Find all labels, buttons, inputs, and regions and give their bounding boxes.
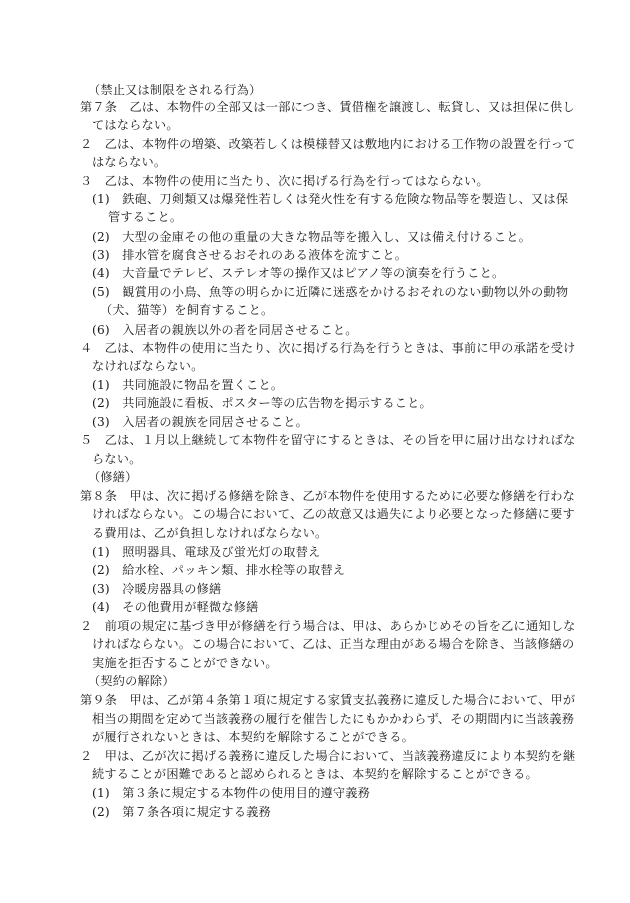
item-3-5-line-2: （犬、猫等）を飼育すること。 bbox=[100, 303, 274, 317]
item-8-2: (2) 給水栓、パッキン類、排水栓等の取替え bbox=[92, 563, 346, 577]
article-9-2-line-1: ２ 甲は、乙が次に掲げる義務に違反した場合において、当該義務違反により本契約を継 bbox=[80, 749, 576, 763]
article-8-line-2: ければならない。この場合において、乙の故意又は過失により必要となった修繕に要す bbox=[92, 507, 575, 521]
item-3-1-line-1: (1) 鉄砲、刀剣類又は爆発性若しくは発火性を有する危険な物品等を製造し、又は保 bbox=[92, 192, 569, 206]
item-3-5-line-1: (5) 観賞用の小鳥、魚等の明らかに近隣に迷惑をかけるおそれのない動物以外の動物 bbox=[92, 285, 569, 299]
heading-repairs: （修繕） bbox=[88, 470, 138, 484]
article-9-line-1: 第９条 甲は、乙が第４条第１項に規定する家賃支払義務に違反した場合において、甲が bbox=[80, 693, 576, 707]
item-4-2: (2) 共同施設に看板、ポスター等の広告物を掲示すること。 bbox=[92, 396, 432, 410]
item-3-3: (3) 排水管を腐食させるおそれのある液体を流すこと。 bbox=[92, 248, 408, 262]
article-7-3-line-1: ３ 乙は、本物件の使用に当たり、次に掲げる行為を行ってはならない。 bbox=[80, 174, 489, 188]
article-7-4-line-1: ４ 乙は、本物件の使用に当たり、次に掲げる行為を行うときは、事前に甲の承諾を受け bbox=[80, 341, 576, 355]
item-4-1: (1) 共同施設に物品を置くこと。 bbox=[92, 378, 284, 392]
item-3-6: (6) 入居者の親族以外の者を同居させること。 bbox=[92, 323, 358, 337]
article-9-line-3: が履行されないときは、本契約を解除することができる。 bbox=[92, 730, 415, 744]
article-7-5-line-2: らない。 bbox=[92, 452, 142, 466]
article-7-line-1: 第７条 乙は、本物件の全部又は一部につき、賃借権を譲渡し、転貸し、又は担保に供し bbox=[80, 100, 575, 114]
article-8-2-line-3: 実施を拒否することができない。 bbox=[92, 656, 278, 670]
article-8-line-3: る費用は、乙が負担しなければならない。 bbox=[92, 526, 328, 540]
heading-termination: （契約の解除） bbox=[88, 674, 175, 688]
article-7-5-line-1: ５ 乙は、１月以上継続して本物件を留守にするときは、その旨を甲に届け出なければな bbox=[80, 433, 576, 447]
item-3-1-line-2: 管すること。 bbox=[108, 210, 183, 224]
article-8-line-1: 第８条 甲は、次に掲げる修繕を除き、乙が本物件を使用するために必要な修繕を行わな bbox=[80, 489, 576, 503]
article-9-2-line-2: 続することが困難であると認められるときは、本契約を解除することができる。 bbox=[92, 767, 538, 781]
article-7-4-line-2: なければならない。 bbox=[92, 359, 204, 373]
item-4-3: (3) 入居者の親族を同居させること。 bbox=[92, 415, 309, 429]
item-8-3: (3) 冷暖房器具の修繕 bbox=[92, 582, 222, 596]
article-7-line-2: てはならない。 bbox=[92, 118, 179, 132]
article-9-line-2: 相当の期間を定めて当該義務の履行を催告したにもかかわらず、その期間内に当該義務 bbox=[92, 712, 575, 726]
article-8-2-line-2: ければならない。この場合において、乙は、正当な理由がある場合を除き、当該修繕の bbox=[92, 637, 575, 651]
heading-prohibited-acts: （禁止又は制限をされる行為） bbox=[88, 83, 262, 97]
item-9-2: (2) 第７条各項に規定する義務 bbox=[92, 805, 271, 819]
item-8-4: (4) その他費用が軽微な修繕 bbox=[92, 600, 259, 614]
article-7-2-line-1: ２ 乙は、本物件の増築、改築若しくは模様替又は敷地内における工作物の設置を行って bbox=[80, 137, 576, 151]
item-9-1: (1) 第３条に規定する本物件の使用目的遵守義務 bbox=[92, 786, 371, 800]
article-7-2-line-2: はならない。 bbox=[92, 155, 167, 169]
article-8-2-line-1: ２ 前項の規定に基づき甲が修繕を行う場合は、甲は、あらかじめその旨を乙に通知しな bbox=[80, 619, 576, 633]
item-8-1: (1) 照明器具、電球及び蛍光灯の取替え bbox=[92, 545, 321, 559]
item-3-4: (4) 大音量でテレビ、ステレオ等の操作又はピアノ等の演奏を行うこと。 bbox=[92, 266, 505, 280]
item-3-2: (2) 大型の金庫その他の重量の大きな物品等を搬入し、又は備え付けること。 bbox=[92, 230, 532, 244]
